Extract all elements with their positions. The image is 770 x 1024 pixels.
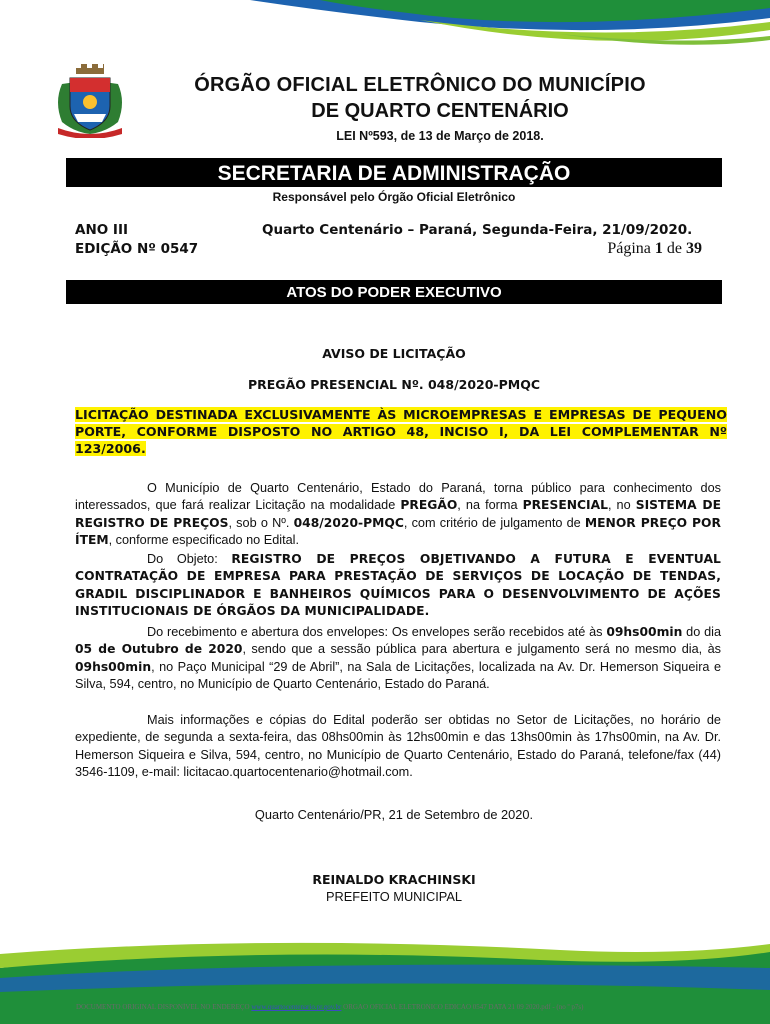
paragraph-announcement: O Município de Quarto Centenário, Estado do Paraná, torna público para conhecimento dos interessados, que fará realizar Licitação na modalidade PREGÃO, na forma PRESENCIAL, no SISTEMA DE REGISTRO DE PREÇOS, sob o Nº. 048/2020-PMQC, com critério de julgamento de MENOR PREÇO POR ÍTEM, conforme especificado no Edital.	[75, 481, 722, 547]
edition-number: EDIÇÃO Nº 0547	[75, 241, 199, 257]
municipal-coat-of-arms-icon	[52, 62, 128, 138]
footer-source-note: DOCUMENTO ORIGINAL DISPONÍVEL NO ENDEREÇO www.quartocentenario.pr.gov.br ORGAO OFICIAL ELETRONICO EDICAO 0547 DATA 21 09 2020.pdf - (no º p7s)	[76, 1003, 584, 1011]
highlighted-text: LICITAÇÃO DESTINADA EXCLUSIVAMENTE ÀS MICROEMPRESAS E EMPRESAS DE PEQUENO PORTE, CONFORME DISPOSTO NO ARTIGO 48, INCISO I, DA LEI COMPLEMENTAR Nº 123/2006.	[75, 407, 727, 456]
responsible-note: Responsável pelo Órgão Oficial Eletrônico	[272, 190, 516, 204]
publication-title-line2: DE QUARTO CENTENÁRIO	[311, 100, 569, 122]
notice-heading: AVISO DE LICITAÇÃO	[322, 346, 466, 361]
page-of: de	[666, 240, 682, 257]
notice-pregao-number: PREGÃO PRESENCIAL Nº. 048/2020-PMQC	[247, 377, 541, 392]
edition-year: ANO III	[75, 222, 128, 238]
page-indicator	[480, 240, 702, 258]
section-bar-atos: ATOS DO PODER EXECUTIVO	[66, 280, 722, 304]
exclusive-me-epp-notice	[75, 406, 727, 457]
page-total: 39	[686, 240, 702, 257]
footer-link[interactable]: www.quartocentenario.pr.gov.br	[251, 1003, 342, 1011]
publication-title-line1: ÓRGÃO OFICIAL ELETRÔNICO DO MUNICÍPIO	[194, 74, 646, 96]
signer-role: PREFEITO MUNICIPAL	[325, 889, 463, 904]
signature-date: Quarto Centenário/PR, 21 de Setembro de 2020.	[254, 807, 534, 822]
paragraph-information: Mais informações e cópias do Edital poderão ser obtidas no Setor de Licitações, no horário de expediente, de segunda a sexta-feira, das 08hs00min às 12hs00min e das 13hs00min às 17hs00min, na Av. Dr. Hemerson Siqueira e Silva, 594, centro, no Município de Quarto Centenário, Estado do Paraná, telefone/fax (44) 3546-1109, e-mail: licitacao.quartocentenario@hotmail.com.	[75, 713, 721, 779]
page-current: 1	[654, 240, 663, 257]
signer-name: REINALDO KRACHINSKI	[312, 872, 476, 887]
publication-dateline: Quarto Centenário – Paraná, Segunda-Feira, 21/09/2020.	[262, 222, 693, 238]
publication-law: LEI Nº593, de 13 de Março de 2018.	[336, 129, 544, 143]
footer-swoosh-decoration	[0, 938, 770, 1024]
secretaria-banner: SECRETARIA DE ADMINISTRAÇÃO	[66, 158, 722, 187]
page-label: Página	[607, 240, 651, 257]
paragraph-envelopes: Do recebimento e abertura dos envelopes: Os envelopes serão recebidos até às 09hs00min do dia 05 de Outubro de 2020, sendo que a sessão pública para abertura e julgamento será no mesmo dia, às 09hs00min, no Paço Municipal “29 de Abril”, na Sala de Licitações, localizada na Av. Dr. Hemerson Siqueira e Silva, 594, centro, no Município de Quarto Centenário, Estado do Paraná.	[75, 625, 722, 691]
paragraph-object: Do Objeto: REGISTRO DE PREÇOS OBJETIVANDO A FUTURA E EVENTUAL CONTRATAÇÃO DE EMPRESA PARA PRESTAÇÃO DE SERVIÇOS DE LOCAÇÃO DE TENDAS, GRADIL DISCIPLINADOR E BANHEIROS QUÍMICOS PARA O DESENVOLVIMENTO DE AÇÕES INSTITUCIONAIS DE ÓRGÃOS DA MUNICIPALIDADE.	[75, 552, 721, 618]
